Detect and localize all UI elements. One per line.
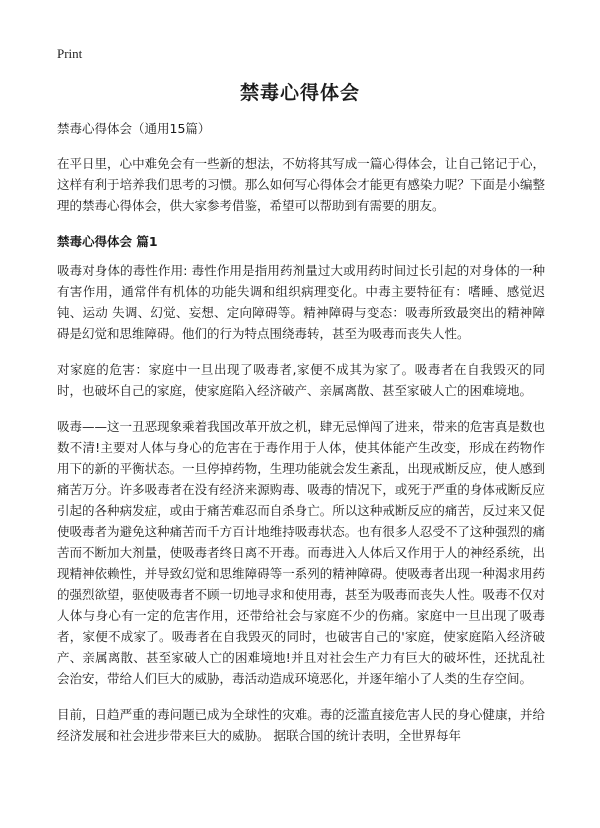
body-paragraph: 目前，日趋严重的毒问题已成为全球性的灾难。毒的泛滥直接危害人民的身心健康，并给经济发展和社会进步带来巨大的威胁。 据联合国的统计表明，全世界每年 [57,707,545,743]
section-heading: 禁毒心得体会 篇1 [57,234,158,249]
body-paragraph: 吸毒对身体的毒性作用: 毒性作用是指用药剂量过大或用药时间过长引起的对身体的一种有害作用，通常伴有机体的功能失调和组织病理变化。中毒主要特征有：嗜睡、感觉迟钝、运动 失调、幻觉、妄想、定向障碍等。精神障碍与变态：吸毒所致最突出的精神障碍是幻觉和思维障碍。他们的行为特点围绕毒转，甚至为吸毒而丧失人性。 [57,263,545,341]
article-subtitle: 禁毒心得体会（通用15篇） [57,121,211,136]
intro-paragraph: 在平日里，心中难免会有一些新的想法，不妨将其写成一篇心得体会，让自己铭记于心，这样有利于培养我们思考的习惯。那么如何写心得体会才能更有感染力呢？下面是小编整理的禁毒心得体会，供大家参考借鉴，希望可以帮助到有需要的朋友。 [57,156,545,213]
body-paragraph: 吸毒——这一丑恶现象乘着我国改革开放之机，肆无忌惮闯了进来，带来的危害真是数也数不清!主要对人体与身心的危害在于毒作用于人体，使其体能产生改变，形成在药物作用下的新的平衡状态。一旦停掉药物，生理功能就会发生紊乱，出现戒断反应，使人感到痛苦万分。许多吸毒者在没有经济来源购毒、吸毒的情况下，或死于严重的身体戒断反应引起的各种病发症，或由于痛苦难忍而自杀身亡。所以这种戒断反应的痛苦，反过来又促使吸毒者为避免这种痛苦而千方百计地维持吸毒状态。也有很多人忍受不了这种强烈的痛苦而不断加大剂量，使吸毒者终日离不开毒。而毒进入人体后又作用于人的神经系统，出现精神依赖性，并导致幻觉和思维障碍等一系列的精神障碍。使吸毒者出现一种渴求用药的强烈欲望，驱使吸毒者不顾一切地寻求和使用毒，甚至为吸毒而丧失人性。吸毒不仅对人体与身心有一定的危害作用，还带给社会与家庭不少的伤痛。家庭中一旦出现了吸毒者，家便不成家了。吸毒者在自我毁灭的同时，也破害自己的'家庭，使家庭陷入经济破产、亲属离散、甚至家破人亡的困难境地!并且对社会生产力有巨大的破坏性，还扰乱社会治安，带给人们巨大的威胁，毒活动造成环境恶化，并逐年缩小了人类的生存空间。 [57,419,545,686]
page-title: 禁毒心得体会 [239,82,360,104]
article-body [57,118,545,761]
body-paragraph: 对家庭的危害：家庭中一旦出现了吸毒者,家便不成其为家了。吸毒者在自我毁灭的同时，也破坏自己的家庭，使家庭陷入经济破产、亲属离散、甚至家破人亡的困难境地。 [57,362,545,398]
print-link[interactable]: Print [57,46,83,61]
